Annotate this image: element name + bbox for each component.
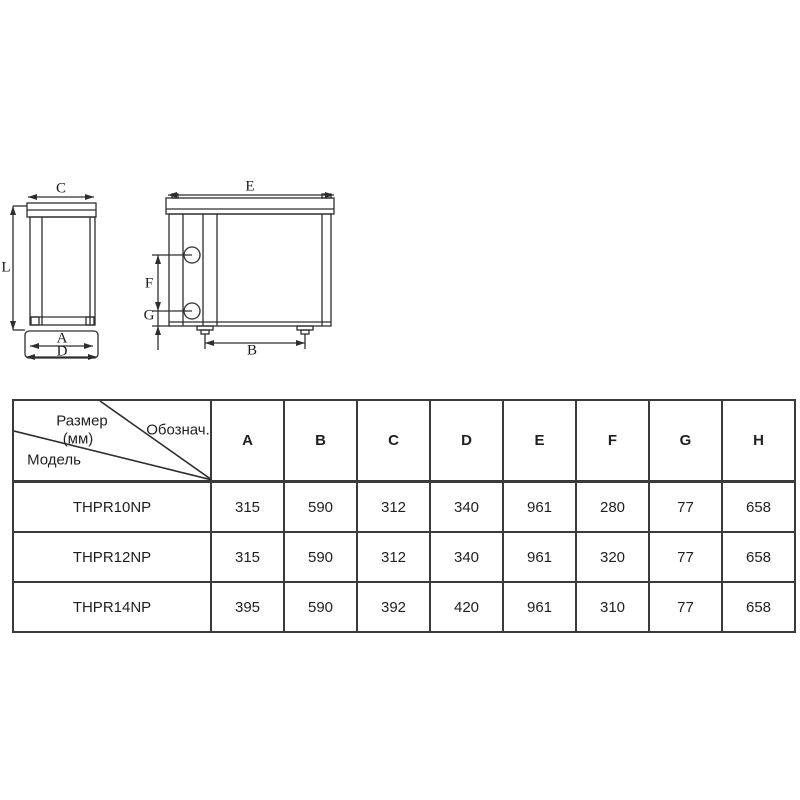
corner-model-label: Модель	[27, 451, 81, 469]
value-cell: 658	[722, 582, 795, 632]
value-cell: 340	[430, 532, 503, 582]
value-cell: 280	[576, 482, 649, 533]
side-view-drawing	[13, 197, 98, 358]
dim-label-e: E	[245, 178, 255, 195]
value-cell: 310	[576, 582, 649, 632]
dim-label-l: L	[1, 259, 11, 276]
value-cell: 392	[357, 582, 430, 632]
value-cell: 77	[649, 482, 722, 533]
model-name: THPR10NP	[13, 482, 211, 533]
dim-label-g: G	[143, 307, 155, 324]
value-cell: 961	[503, 532, 576, 582]
column-header-h: H	[722, 400, 795, 482]
corner-size-label: Размер	[56, 412, 108, 430]
value-cell: 658	[722, 482, 795, 533]
front-view-drawing	[152, 194, 334, 350]
dimension-drawings	[0, 170, 400, 370]
value-cell: 315	[211, 532, 284, 582]
column-header-c: C	[357, 400, 430, 482]
value-cell: 590	[284, 582, 357, 632]
column-header-e: E	[503, 400, 576, 482]
corner-designation-label: Обознач.	[146, 421, 210, 439]
value-cell: 312	[357, 482, 430, 533]
column-header-f: F	[576, 400, 649, 482]
table-row	[13, 482, 795, 533]
table-row	[13, 582, 795, 632]
value-cell: 395	[211, 582, 284, 632]
column-header-a: A	[211, 400, 284, 482]
column-header-d: D	[430, 400, 503, 482]
value-cell: 590	[284, 482, 357, 533]
model-name: THPR14NP	[13, 582, 211, 632]
value-cell: 77	[649, 582, 722, 632]
table-row	[13, 532, 795, 582]
dim-label-c: C	[55, 180, 67, 197]
value-cell: 312	[357, 532, 430, 582]
corner-size-unit-label: (мм)	[62, 430, 94, 448]
dim-label-f: F	[144, 275, 154, 292]
value-cell: 320	[576, 532, 649, 582]
value-cell: 420	[430, 582, 503, 632]
value-cell: 658	[722, 532, 795, 582]
dim-label-a: A	[56, 330, 68, 347]
model-name: THPR12NP	[13, 532, 211, 582]
value-cell: 315	[211, 482, 284, 533]
dim-label-b: B	[246, 342, 258, 359]
value-cell: 340	[430, 482, 503, 533]
value-cell: 77	[649, 532, 722, 582]
table-header-row	[13, 400, 795, 482]
column-header-g: G	[649, 400, 722, 482]
dimensions-table	[12, 399, 796, 633]
value-cell: 961	[503, 582, 576, 632]
value-cell: 590	[284, 532, 357, 582]
table-corner-cell	[13, 400, 211, 482]
dim-label-d: D	[56, 343, 68, 360]
value-cell: 961	[503, 482, 576, 533]
column-header-b: B	[284, 400, 357, 482]
